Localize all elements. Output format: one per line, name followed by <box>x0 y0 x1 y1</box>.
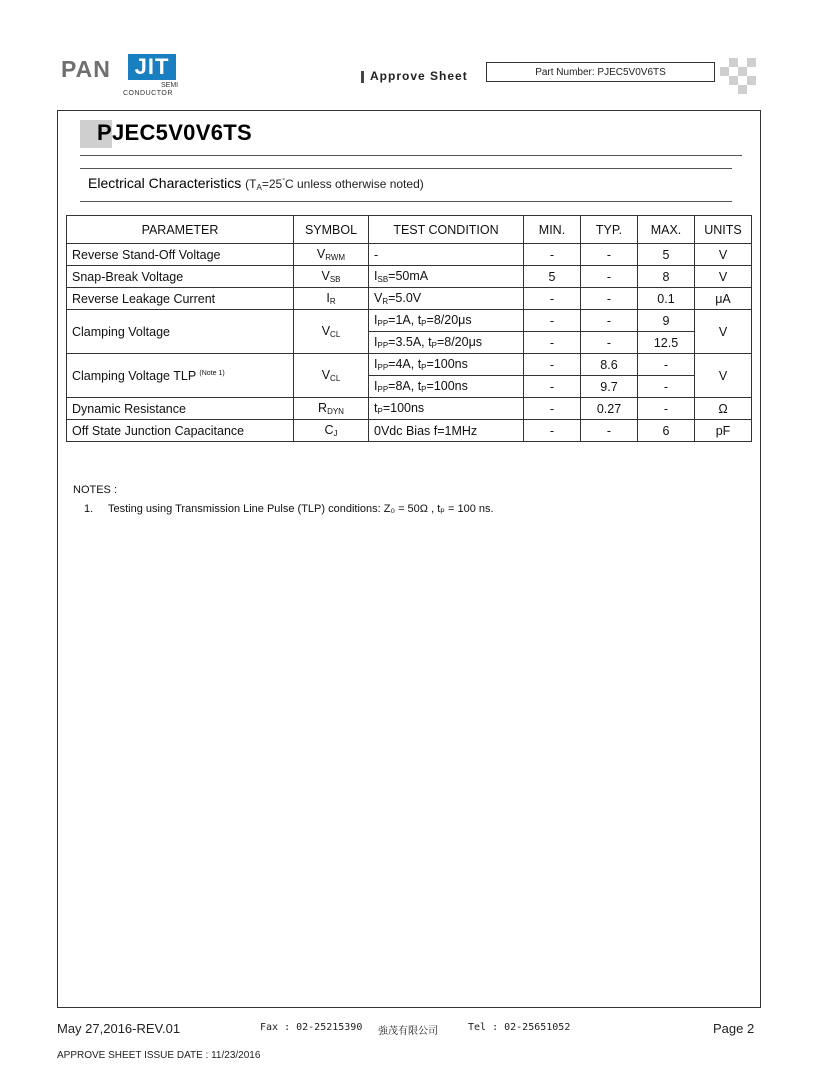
condition-cell: - <box>369 244 524 266</box>
footer-issue-date: APPROVE SHEET ISSUE DATE : 11/23/2016 <box>57 1050 261 1061</box>
divider <box>80 168 732 169</box>
table-row <box>67 288 752 310</box>
param-cell: Clamping Voltage TLP $^{(Note 1)}$ <box>67 354 294 398</box>
param-cell: Off State Junction Capacitance <box>67 420 294 442</box>
unit-cell: V <box>695 244 752 266</box>
condition-cell: $t_P=100ns$ <box>369 398 524 420</box>
max-cell: - <box>638 354 695 376</box>
logo-semi-text: SEMI <box>161 82 179 89</box>
param-cell: Reverse Leakage Current <box>67 288 294 310</box>
divider <box>80 155 742 156</box>
table-row <box>67 398 752 420</box>
max-cell: 12.5 <box>638 332 695 354</box>
approve-marker <box>361 71 364 83</box>
symbol-cell: $V_{RWM}$ <box>294 244 369 266</box>
max-cell: 8 <box>638 266 695 288</box>
param-cell: Snap-Break Voltage <box>67 266 294 288</box>
max-cell: - <box>638 398 695 420</box>
param-cell: Reverse Stand-Off Voltage <box>67 244 294 266</box>
condition-cell: $I_{SB}=50mA$ <box>369 266 524 288</box>
max-cell: - <box>638 376 695 398</box>
section-heading <box>88 175 424 192</box>
footer-tel: Tel : 02-25651052 <box>468 1022 571 1033</box>
condition-cell: 0Vdc Bias f=1MHz <box>369 420 524 442</box>
approve-sheet-label: Approve Sheet <box>370 69 468 83</box>
divider <box>80 201 732 202</box>
min-cell: - <box>524 244 581 266</box>
column-header: TYP. <box>581 216 638 244</box>
table-row <box>67 310 752 332</box>
logo-pan-text: PAN <box>61 56 111 82</box>
column-header: MAX. <box>638 216 695 244</box>
panjit-logo <box>61 52 181 100</box>
min-cell: 5 <box>524 266 581 288</box>
note-number: 1. <box>84 503 94 515</box>
electrical-characteristics-table <box>66 215 752 442</box>
unit-cell: V <box>695 266 752 288</box>
min-cell: - <box>524 310 581 332</box>
footer-fax: Fax : 02-25215390 <box>260 1022 363 1033</box>
table-row <box>67 266 752 288</box>
min-cell: - <box>524 420 581 442</box>
column-header: PARAMETER <box>67 216 294 244</box>
min-cell: - <box>524 288 581 310</box>
condition-cell: $I_{PP}=8A$, $t_P=100ns$ <box>369 376 524 398</box>
table-row <box>67 420 752 442</box>
typ-cell: 8.6 <box>581 354 638 376</box>
symbol-cell: $R_{DYN}$ <box>294 398 369 420</box>
footer-page-number: Page 2 <box>713 1021 755 1036</box>
min-cell: - <box>524 376 581 398</box>
logo-jit-text: JIT <box>128 54 176 80</box>
typ-cell: - <box>581 420 638 442</box>
condition-cell: $I_{PP}=1A$, $t_P=8/20\mu s$ <box>369 310 524 332</box>
min-cell: - <box>524 354 581 376</box>
unit-cell: Ω <box>695 398 752 420</box>
table-row <box>67 244 752 266</box>
min-cell: - <box>524 398 581 420</box>
symbol-cell: $C_J$ <box>294 420 369 442</box>
param-cell: Clamping Voltage <box>67 310 294 354</box>
note-item <box>84 502 494 515</box>
symbol-cell: $V_{CL}$ <box>294 310 369 354</box>
note-text: Testing using Transmission Line Pulse (TLP) conditions: Z₀ = 50Ω , tₚ = 100 ns. <box>108 503 494 515</box>
condition-cell: $I_{PP}=4A$, $t_P=100ns$ <box>369 354 524 376</box>
page-title: PJEC5V0V6TS <box>97 120 252 145</box>
typ-cell: - <box>581 332 638 354</box>
logo-conductor-text: CONDUCTOR <box>123 90 173 97</box>
unit-cell: pF <box>695 420 752 442</box>
typ-cell: - <box>581 310 638 332</box>
section-title: Electrical Characteristics <box>88 175 242 191</box>
typ-cell: 0.27 <box>581 398 638 420</box>
max-cell: 0.1 <box>638 288 695 310</box>
symbol-cell: $V_{SB}$ <box>294 266 369 288</box>
unit-cell: μA <box>695 288 752 310</box>
table-header-row <box>67 216 752 244</box>
notes-label: NOTES : <box>73 484 118 496</box>
max-cell: 5 <box>638 244 695 266</box>
unit-cell: V <box>695 310 752 354</box>
max-cell: 9 <box>638 310 695 332</box>
param-cell: Dynamic Resistance <box>67 398 294 420</box>
typ-cell: - <box>581 266 638 288</box>
symbol-cell: $V_{CL}$ <box>294 354 369 398</box>
typ-cell: - <box>581 288 638 310</box>
typ-cell: 9.7 <box>581 376 638 398</box>
column-header: TEST CONDITION <box>369 216 524 244</box>
unit-cell: V <box>695 354 752 398</box>
symbol-cell: $I_R$ <box>294 288 369 310</box>
max-cell: 6 <box>638 420 695 442</box>
column-header: MIN. <box>524 216 581 244</box>
footer-company: 強茂有限公司 <box>378 1026 438 1037</box>
condition-cell: $V_R=5.0V$ <box>369 288 524 310</box>
footer-date-revision: May 27,2016-REV.01 <box>57 1021 181 1036</box>
part-number-box <box>486 62 715 82</box>
section-condition: ($T_A=25^\circ C$ unless otherwise noted) <box>245 177 424 192</box>
column-header: SYMBOL <box>294 216 369 244</box>
condition-cell: $I_{PP}=3.5A$, $t_P=8/20\mu s$ <box>369 332 524 354</box>
checker-decoration-icon <box>720 58 756 94</box>
typ-cell: - <box>581 244 638 266</box>
part-number: Part Number: PJEC5V0V6TS <box>535 67 666 78</box>
min-cell: - <box>524 332 581 354</box>
table-row <box>67 354 752 376</box>
column-header: UNITS <box>695 216 752 244</box>
